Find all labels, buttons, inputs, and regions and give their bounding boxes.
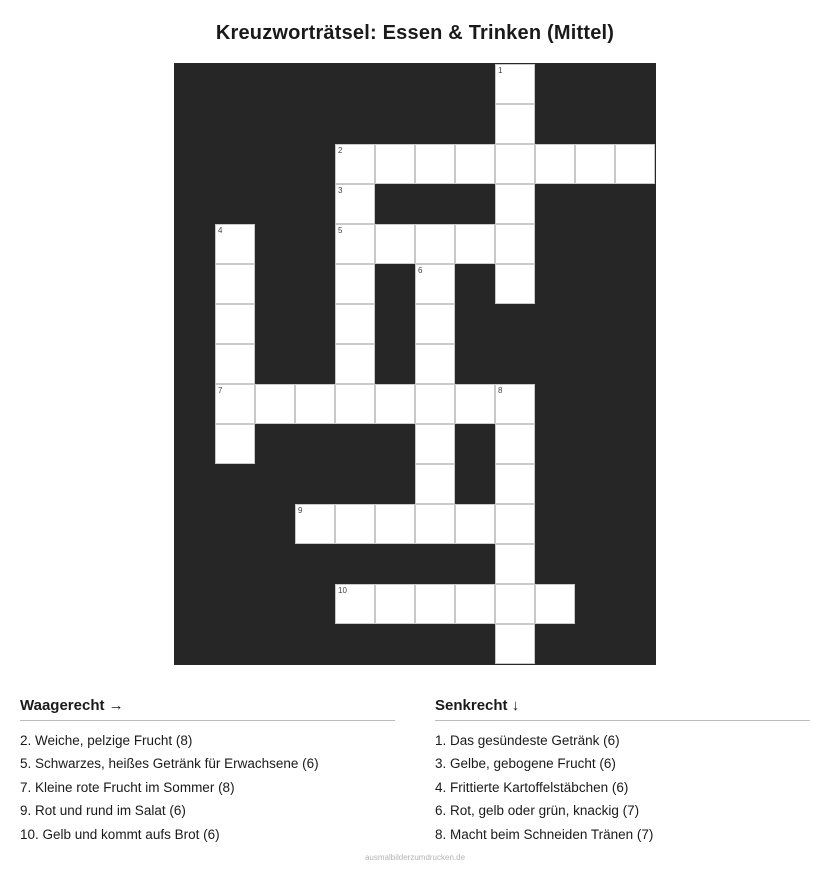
crossword-block <box>575 464 615 504</box>
crossword-cell[interactable] <box>375 504 415 544</box>
crossword-block <box>175 264 215 304</box>
crossword-block <box>615 384 655 424</box>
cell-number: 5 <box>338 226 343 235</box>
crossword-cell[interactable] <box>215 424 255 464</box>
crossword-cell[interactable] <box>415 344 455 384</box>
crossword-cell[interactable] <box>495 224 535 264</box>
crossword-block <box>175 384 215 424</box>
crossword-block <box>495 304 535 344</box>
crossword-block <box>375 304 415 344</box>
clues-down-list <box>435 729 810 846</box>
crossword-block <box>295 64 335 104</box>
crossword-block <box>255 344 295 384</box>
crossword-block <box>175 344 215 384</box>
crossword-cell[interactable] <box>415 504 455 544</box>
cell-number: 10 <box>338 586 347 595</box>
crossword-block <box>575 104 615 144</box>
crossword-grid-container <box>0 63 830 665</box>
crossword-block <box>295 104 335 144</box>
crossword-block <box>295 424 335 464</box>
crossword-block <box>255 64 295 104</box>
cell-number: 8 <box>498 386 503 395</box>
crossword-block <box>535 624 575 664</box>
crossword-cell[interactable] <box>535 144 575 184</box>
crossword-cell[interactable] <box>215 384 255 424</box>
crossword-block <box>295 144 335 184</box>
cell-number: 2 <box>338 146 343 155</box>
cell-number: 1 <box>498 66 503 75</box>
clue-item-down: 8. Macht beim Schneiden Tränen (7) <box>435 826 654 842</box>
crossword-block <box>255 264 295 304</box>
crossword-cell[interactable] <box>415 464 455 504</box>
crossword-block <box>255 544 295 584</box>
crossword-cell[interactable] <box>495 624 535 664</box>
crossword-block <box>255 224 295 264</box>
crossword-cell[interactable] <box>535 584 575 624</box>
crossword-cell[interactable] <box>495 264 535 304</box>
crossword-block <box>535 184 575 224</box>
crossword-block <box>455 624 495 664</box>
crossword-block <box>535 304 575 344</box>
crossword-cell[interactable] <box>335 384 375 424</box>
crossword-block <box>175 304 215 344</box>
crossword-block <box>215 64 255 104</box>
crossword-block <box>175 424 215 464</box>
crossword-block <box>575 504 615 544</box>
crossword-cell[interactable] <box>375 144 415 184</box>
clue-item-across: 10. Gelb und kommt aufs Brot (6) <box>20 826 220 842</box>
cell-number: 3 <box>338 186 343 195</box>
crossword-block <box>615 224 655 264</box>
crossword-cell[interactable] <box>335 224 375 264</box>
crossword-cell[interactable] <box>415 264 455 304</box>
crossword-block <box>455 344 495 384</box>
crossword-cell[interactable] <box>455 224 495 264</box>
crossword-block <box>535 464 575 504</box>
crossword-block <box>455 424 495 464</box>
crossword-block <box>615 464 655 504</box>
crossword-block <box>295 184 335 224</box>
crossword-cell[interactable] <box>215 344 255 384</box>
crossword-cell[interactable] <box>255 384 295 424</box>
crossword-cell[interactable] <box>335 184 375 224</box>
crossword-cell[interactable] <box>575 144 615 184</box>
clue-item-down: 1. Das gesündeste Getränk (6) <box>435 732 620 748</box>
crossword-block <box>575 384 615 424</box>
crossword-cell[interactable] <box>455 504 495 544</box>
crossword-block <box>175 64 215 104</box>
crossword-block <box>295 544 335 584</box>
crossword-block <box>335 624 375 664</box>
crossword-cell[interactable] <box>415 384 455 424</box>
crossword-block <box>375 64 415 104</box>
crossword-block <box>175 584 215 624</box>
crossword-cell[interactable] <box>215 304 255 344</box>
crossword-block <box>375 544 415 584</box>
clues-across-list <box>20 729 395 846</box>
crossword-block <box>335 104 375 144</box>
crossword-cell[interactable] <box>495 424 535 464</box>
crossword-cell[interactable] <box>375 224 415 264</box>
crossword-cell[interactable] <box>295 384 335 424</box>
crossword-cell[interactable] <box>335 304 375 344</box>
crossword-block <box>455 304 495 344</box>
crossword-cell[interactable] <box>215 264 255 304</box>
crossword-cell[interactable] <box>335 344 375 384</box>
clues-across-heading: Waagerecht → <box>20 697 395 721</box>
crossword-cell[interactable] <box>375 584 415 624</box>
crossword-block <box>615 584 655 624</box>
crossword-cell[interactable] <box>495 184 535 224</box>
crossword-block <box>255 104 295 144</box>
clue-item-down: 4. Frittierte Kartoffelstäbchen (6) <box>435 779 629 795</box>
crossword-cell[interactable] <box>495 384 535 424</box>
crossword-block <box>215 584 255 624</box>
crossword-cell[interactable] <box>495 504 535 544</box>
crossword-block <box>255 424 295 464</box>
crossword-block <box>535 224 575 264</box>
crossword-block <box>215 464 255 504</box>
crossword-block <box>415 624 455 664</box>
crossword-block <box>575 424 615 464</box>
crossword-block <box>415 104 455 144</box>
crossword-block <box>295 304 335 344</box>
crossword-cell[interactable] <box>455 584 495 624</box>
crossword-block <box>255 504 295 544</box>
crossword-block <box>175 464 215 504</box>
clues-across-column <box>20 697 395 847</box>
crossword-block <box>535 64 575 104</box>
clue-item-across: 2. Weiche, pelzige Frucht (8) <box>20 732 193 748</box>
clue-item-across: 7. Kleine rote Frucht im Sommer (8) <box>20 779 235 795</box>
crossword-block <box>175 224 215 264</box>
crossword-block <box>455 104 495 144</box>
crossword-block <box>375 624 415 664</box>
crossword-block <box>255 584 295 624</box>
crossword-block <box>375 344 415 384</box>
crossword-block <box>255 304 295 344</box>
cell-number: 9 <box>298 506 303 515</box>
crossword-block <box>535 264 575 304</box>
crossword-block <box>615 304 655 344</box>
crossword-block <box>455 184 495 224</box>
crossword-block <box>575 544 615 584</box>
crossword-cell[interactable] <box>295 504 335 544</box>
crossword-block <box>575 264 615 304</box>
crossword-block <box>375 104 415 144</box>
crossword-block <box>335 64 375 104</box>
crossword-block <box>295 624 335 664</box>
crossword-cell[interactable] <box>215 224 255 264</box>
crossword-block <box>255 144 295 184</box>
crossword-block <box>415 64 455 104</box>
crossword-block <box>495 344 535 384</box>
crossword-block <box>615 344 655 384</box>
crossword-grid[interactable] <box>174 63 656 665</box>
crossword-block <box>295 264 335 304</box>
crossword-block <box>575 584 615 624</box>
crossword-cell[interactable] <box>495 64 535 104</box>
crossword-block <box>615 184 655 224</box>
crossword-cell[interactable] <box>495 144 535 184</box>
crossword-block <box>215 544 255 584</box>
crossword-block <box>375 264 415 304</box>
crossword-block <box>295 224 335 264</box>
crossword-cell[interactable] <box>495 544 535 584</box>
crossword-block <box>255 184 295 224</box>
crossword-block <box>175 544 215 584</box>
crossword-block <box>535 544 575 584</box>
crossword-block <box>215 184 255 224</box>
crossword-block <box>255 624 295 664</box>
footer-watermark: ausmalbilderzumdrucken.de <box>364 853 466 862</box>
clues-down-column <box>435 697 810 847</box>
crossword-block <box>175 144 215 184</box>
crossword-block <box>175 504 215 544</box>
crossword-block <box>575 344 615 384</box>
crossword-cell[interactable] <box>495 104 535 144</box>
crossword-block <box>175 184 215 224</box>
crossword-cell[interactable] <box>615 144 655 184</box>
crossword-block <box>615 624 655 664</box>
clue-item-across: 9. Rot und rund im Salat (6) <box>20 803 186 818</box>
crossword-block <box>615 264 655 304</box>
crossword-block <box>575 184 615 224</box>
crossword-block <box>615 504 655 544</box>
crossword-cell[interactable] <box>415 144 455 184</box>
crossword-cell[interactable] <box>335 584 375 624</box>
crossword-block <box>335 424 375 464</box>
crossword-block <box>335 464 375 504</box>
crossword-block <box>575 64 615 104</box>
crossword-block <box>255 464 295 504</box>
crossword-block <box>535 504 575 544</box>
crossword-block <box>535 344 575 384</box>
crossword-block <box>615 104 655 144</box>
crossword-block <box>335 544 375 584</box>
crossword-cell[interactable] <box>495 584 535 624</box>
crossword-block <box>455 64 495 104</box>
crossword-block <box>575 624 615 664</box>
crossword-block <box>535 384 575 424</box>
crossword-block <box>455 264 495 304</box>
cell-number: 6 <box>418 266 423 275</box>
crossword-block <box>295 584 335 624</box>
crossword-cell[interactable] <box>415 224 455 264</box>
crossword-block <box>215 504 255 544</box>
clues-down-heading: Senkrecht ↓ <box>435 697 810 721</box>
crossword-block <box>535 104 575 144</box>
clue-item-down: 3. Gelbe, gebogene Frucht (6) <box>435 756 616 771</box>
clue-item-across: 5. Schwarzes, heißes Getränk für Erwachsene (6) <box>20 756 319 771</box>
clue-item-down: 6. Rot, gelb oder grün, knackig (7) <box>435 803 640 818</box>
crossword-cell[interactable] <box>415 424 455 464</box>
crossword-block <box>455 544 495 584</box>
crossword-block <box>415 184 455 224</box>
crossword-block <box>375 424 415 464</box>
crossword-block <box>415 544 455 584</box>
crossword-block <box>295 464 335 504</box>
clues-section <box>20 697 810 847</box>
crossword-block <box>295 344 335 384</box>
crossword-block <box>175 624 215 664</box>
crossword-cell[interactable] <box>335 504 375 544</box>
crossword-block <box>615 424 655 464</box>
crossword-block <box>575 224 615 264</box>
page-title: Kreuzworträtsel: Essen & Trinken (Mittel) <box>215 22 615 44</box>
crossword-block <box>615 544 655 584</box>
crossword-block <box>455 464 495 504</box>
crossword-block <box>375 184 415 224</box>
crossword-cell[interactable] <box>455 384 495 424</box>
crossword-cell[interactable] <box>335 144 375 184</box>
crossword-cell[interactable] <box>455 144 495 184</box>
crossword-cell[interactable] <box>375 384 415 424</box>
cell-number: 7 <box>218 386 223 395</box>
crossword-cell[interactable] <box>495 464 535 504</box>
crossword-cell[interactable] <box>335 264 375 304</box>
crossword-block <box>615 64 655 104</box>
crossword-block <box>535 424 575 464</box>
crossword-block <box>575 304 615 344</box>
crossword-cell[interactable] <box>415 584 455 624</box>
crossword-block <box>375 464 415 504</box>
crossword-block <box>215 104 255 144</box>
crossword-block <box>175 104 215 144</box>
crossword-block <box>215 144 255 184</box>
crossword-block <box>215 624 255 664</box>
crossword-cell[interactable] <box>415 304 455 344</box>
cell-number: 4 <box>218 226 223 235</box>
